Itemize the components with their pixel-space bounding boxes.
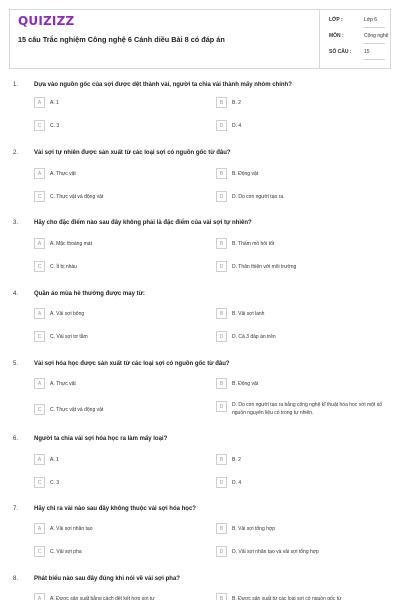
option-box[interactable]: A <box>34 97 45 108</box>
question-number: 7. <box>13 506 19 512</box>
option-c[interactable] <box>34 261 184 273</box>
meta-value: Công nghệ <box>364 33 389 39</box>
option-text: B. 2 <box>232 457 241 463</box>
option-box[interactable]: C <box>34 191 45 202</box>
option-text: A. Vải sợi bông <box>50 311 85 317</box>
option-box[interactable]: A <box>34 238 45 249</box>
option-a[interactable] <box>34 454 184 466</box>
meta-label: LỚP : <box>329 17 343 23</box>
option-box[interactable]: A <box>34 523 45 534</box>
option-a[interactable] <box>34 523 184 535</box>
page-title: 15 câu Trắc nghiệm Công nghệ 6 Cánh diều Bài 8 có đáp án <box>18 35 225 44</box>
option-text: B. Vải sợi lanh <box>232 311 265 317</box>
option-box[interactable]: B <box>216 378 227 389</box>
option-box[interactable]: B <box>216 593 227 600</box>
option-text: B. Được sản xuất từ các loại sợi có nguồn gốc từ <box>232 596 342 600</box>
option-text: C. Thực vật và động vật <box>50 194 104 200</box>
option-box[interactable]: B <box>216 523 227 534</box>
option-box[interactable]: C <box>34 331 45 342</box>
option-text: C. Vải sợi tơ tằm <box>50 334 88 340</box>
option-c[interactable] <box>34 120 184 132</box>
question-number: 3. <box>13 220 19 226</box>
option-text: A. Được sản xuất bằng cách dệt kết hợp sợi tự <box>50 596 155 600</box>
option-text: C. Ít bị nhàu <box>50 264 77 270</box>
option-box[interactable]: D <box>216 120 227 131</box>
option-d[interactable] <box>216 477 392 489</box>
option-text: A. Thực vật <box>50 171 76 177</box>
option-text: A. Mặc thoáng mát <box>50 241 92 247</box>
option-box[interactable]: B <box>216 454 227 465</box>
meta-value: Lớp 6 <box>364 17 378 23</box>
option-c[interactable] <box>34 191 184 203</box>
option-c[interactable] <box>34 404 184 416</box>
option-box[interactable]: C <box>34 477 45 488</box>
option-b[interactable] <box>216 168 392 180</box>
option-box[interactable]: A <box>34 454 45 465</box>
option-a[interactable] <box>34 238 184 250</box>
meta-subject <box>319 30 391 44</box>
option-text: A. 1 <box>50 457 59 463</box>
meta-underline <box>363 43 385 44</box>
option-text: C. 3 <box>50 123 60 129</box>
question-number: 6. <box>13 436 19 442</box>
option-b[interactable] <box>216 238 392 250</box>
option-d[interactable] <box>216 546 392 558</box>
meta-grade <box>319 14 391 28</box>
option-b[interactable] <box>216 97 392 109</box>
option-box[interactable]: A <box>34 168 45 179</box>
worksheet-header <box>9 9 391 69</box>
question-text: Vải sợi hóa học được sản xuất từ các loại sợi có nguồn gốc từ đâu? <box>34 361 230 367</box>
option-d[interactable] <box>216 120 392 132</box>
option-text: C. Vải sợi pha <box>50 549 82 555</box>
option-box[interactable]: D <box>216 546 227 557</box>
option-box[interactable]: B <box>216 97 227 108</box>
option-box[interactable]: A <box>34 308 45 319</box>
option-box[interactable]: B <box>216 238 227 249</box>
option-a[interactable] <box>34 378 184 390</box>
option-c[interactable] <box>34 331 184 343</box>
option-b[interactable] <box>216 454 392 466</box>
option-a[interactable] <box>34 168 184 180</box>
option-a[interactable] <box>34 593 184 600</box>
option-box[interactable]: B <box>216 168 227 179</box>
option-box[interactable]: C <box>34 120 45 131</box>
option-box[interactable]: D <box>216 331 227 342</box>
question-number: 5. <box>13 361 19 367</box>
option-box[interactable]: D <box>216 261 227 272</box>
meta-underline <box>363 27 385 28</box>
option-text: A. 1 <box>50 100 59 106</box>
option-d[interactable] <box>216 261 392 273</box>
option-text: D. Vải sợi nhân tạo và vải sợi tổng hợp <box>232 549 319 555</box>
option-box[interactable]: A <box>34 593 45 600</box>
option-d[interactable] <box>216 191 392 203</box>
option-text: B. Thấm mồ hôi tốt <box>232 241 275 247</box>
option-d[interactable] <box>216 401 392 421</box>
question-text: Quần áo mùa hè thường được may từ: <box>34 291 145 297</box>
question-text: Phát biểu nào sau đây đúng khi nói về vải sợi pha? <box>34 576 180 582</box>
question-number: 1. <box>13 82 19 88</box>
quizizz-logo: QUIZIZZ <box>18 14 75 28</box>
option-box[interactable]: B <box>216 308 227 319</box>
question-number: 2. <box>13 150 19 156</box>
option-b[interactable] <box>216 593 392 600</box>
meta-label: SỐ CÂU : <box>329 49 352 55</box>
option-text: B. Động vật <box>232 171 259 177</box>
option-text: D. Do con người tạo ra. <box>232 194 285 200</box>
question-text: Hãy chỉ ra vải nào sau đây không thuộc vải sợi hóa học? <box>34 506 196 512</box>
option-text: D. 4 <box>232 480 242 486</box>
option-box[interactable]: C <box>34 261 45 272</box>
option-a[interactable] <box>34 97 184 109</box>
option-box[interactable]: C <box>34 546 45 557</box>
option-b[interactable] <box>216 308 392 320</box>
option-b[interactable] <box>216 378 392 390</box>
option-text: C. 3 <box>50 480 60 486</box>
question-text: Dựa vào nguồn gốc của sợi được dệt thành vải, người ta chia vải thành mấy nhóm chính? <box>34 82 292 88</box>
option-text: D. Do con người tạo ra bằng công nghệ kĩ thuật hóa học với một số nguồn nguyên liệu có trong tự nhiên. <box>232 402 382 416</box>
meta-label: MÔN : <box>329 33 344 39</box>
question-text: Vải sợi tự nhiên được sản xuất từ các loại sợi có nguồn gốc từ đâu? <box>34 150 231 156</box>
meta-question-count <box>319 46 391 60</box>
question-number: 8. <box>13 576 19 582</box>
option-text: B. Vải sợi tổng hợp <box>232 526 275 532</box>
option-text: C. Thực vật và động vật <box>50 407 104 413</box>
option-box[interactable]: A <box>34 378 45 389</box>
question-text: Hãy cho đặc điểm nào sau đây không phải là đặc điểm của vải sợi tự nhiên? <box>34 220 252 226</box>
option-c[interactable] <box>34 477 184 489</box>
option-box[interactable]: D <box>216 477 227 488</box>
option-text: D. 4 <box>232 123 242 129</box>
option-c[interactable] <box>34 546 184 558</box>
option-a[interactable] <box>34 308 184 320</box>
option-text: D. Cả 3 đáp án trên <box>232 334 276 340</box>
option-text: B. 2 <box>232 100 241 106</box>
option-text: B. Động vật <box>232 381 259 387</box>
meta-value: 15 <box>364 49 370 55</box>
option-text: A. Thực vật <box>50 381 76 387</box>
option-box[interactable]: C <box>34 404 45 415</box>
option-b[interactable] <box>216 523 392 535</box>
option-text: A. Vải sợi nhân tạo <box>50 526 93 532</box>
option-d[interactable] <box>216 331 392 343</box>
meta-underline <box>363 59 385 60</box>
option-box[interactable]: D <box>216 401 227 412</box>
option-box[interactable]: D <box>216 191 227 202</box>
option-text: D. Thân thiện với môi trường <box>232 264 297 270</box>
question-number: 4. <box>13 291 19 297</box>
question-text: Người ta chia vải sợi hóa học ra làm mấy loại? <box>34 436 168 442</box>
